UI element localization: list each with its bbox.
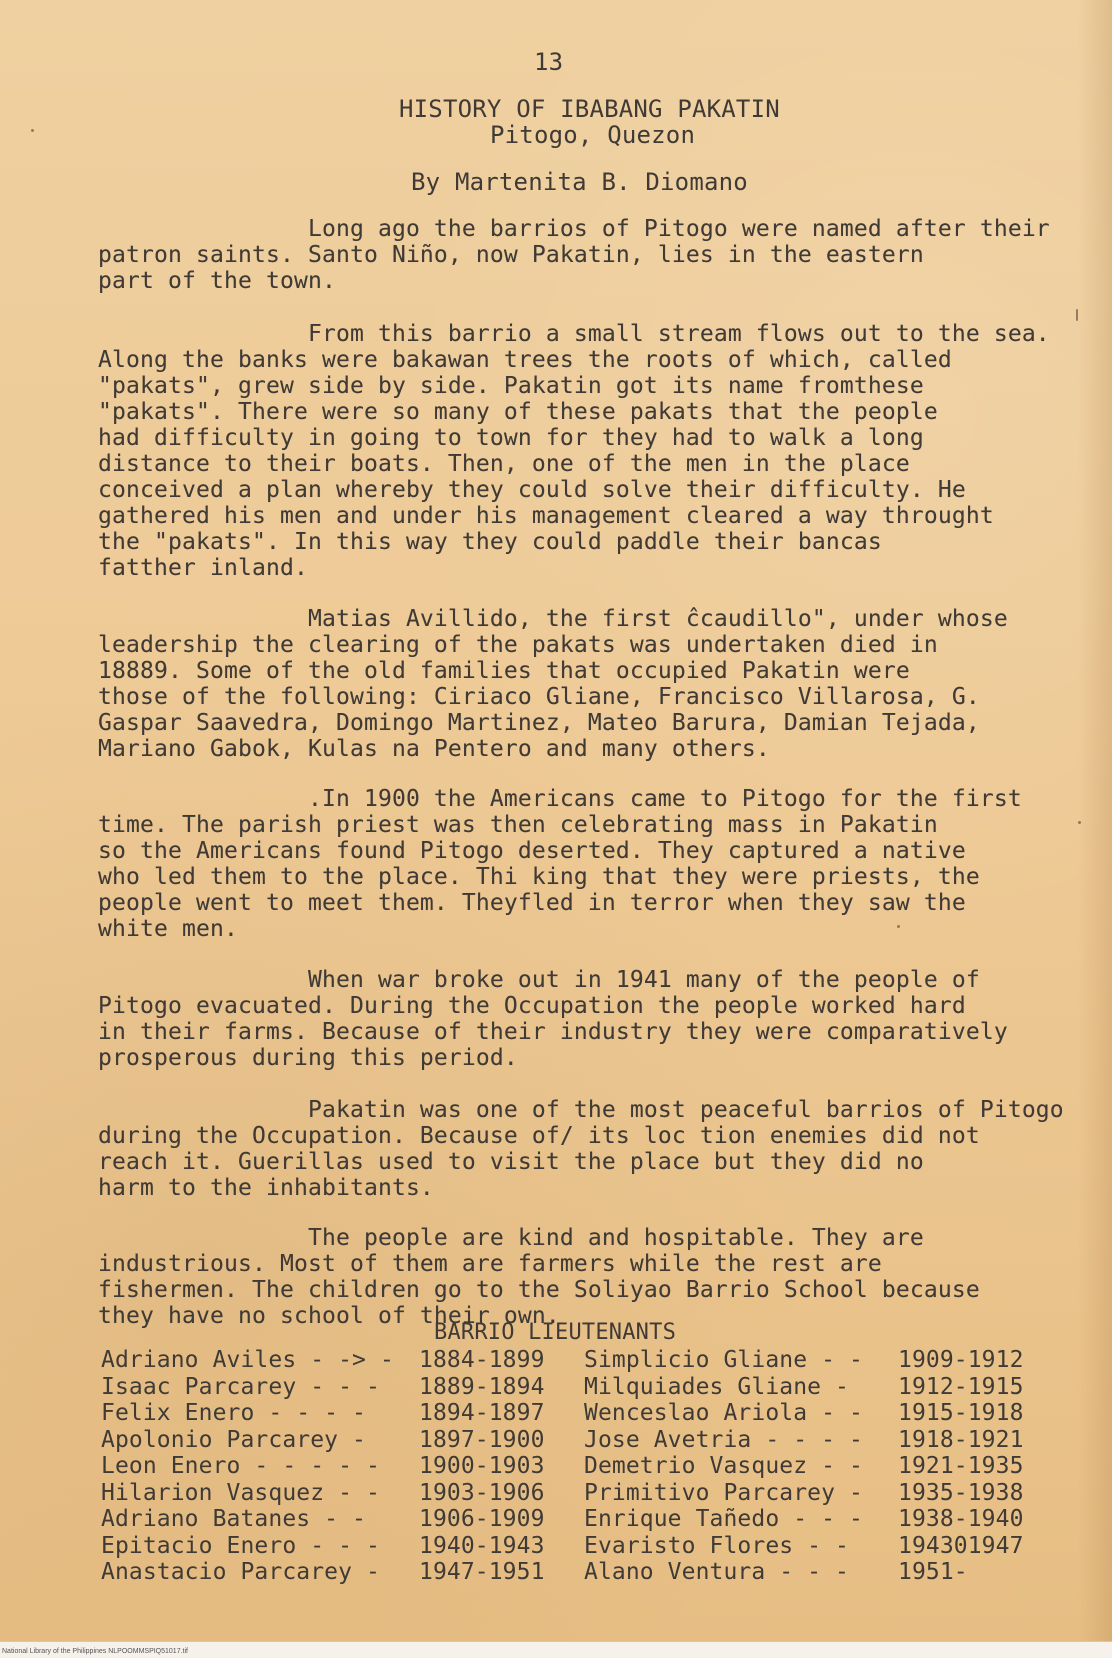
paragraph-2: From this barrio a small stream flows out to the sea. Along the banks were bakawan trees the roots of which, called "pakats", grew side by side. Pakatin got its name fromthese "pakats". There were so many of these pakats that the people had difficulty in going to town for they had to walk a long distance to their boats. Then, one of the men in the place conceived a plan whereby they could solve their difficulty. He gathered his men and under his management cleared a way throught the "pakats". In this way they could paddle their bancas fatther inland.	[98, 321, 1050, 581]
lieutenant-name: Apolonio Parcarey -	[101, 1426, 366, 1453]
lieutenant-name: Felix Enero - - - -	[101, 1400, 366, 1426]
author-line: By Martenita B. Diomano	[411, 168, 748, 196]
paragraph-6: Pakatin was one of the most peaceful barrios of Pitogo during the Occupation. Because of/ its loc tion enemies did not reach it. Guerillas used to visit the place but they did no harm to the inhabitants.	[98, 1097, 1064, 1201]
scan-footer-text: National Library of the Philippines NLPOOMMSPIQ51017.tif	[2, 1648, 188, 1655]
lieutenant-years: 1884-1899	[419, 1347, 545, 1373]
lieutenant-name: Hilarion Vasquez - -	[101, 1479, 380, 1506]
paper-mark	[1076, 309, 1078, 321]
lieutenant-name: Leon Enero - - - - -	[101, 1453, 380, 1479]
lieutenant-years: 1947-1951	[419, 1559, 545, 1585]
lieutenant-name: Enrique Tañedo - - -	[584, 1506, 863, 1532]
paragraph-4: .In 1900 the Americans came to Pitogo for the first time. The parish priest was then celebrating mass in Pakatin so the Americans found Pitogo deserted. They captured a native who led them to the place. Thi king that they were priests, the people went to meet them. Theyfled in terror when they saw the white men.	[98, 786, 1022, 942]
lieutenant-name: Adriano Aviles - -> -	[101, 1347, 394, 1373]
document-subtitle: Pitogo, Quezon	[490, 121, 696, 149]
lieutenant-name: Simplicio Gliane - -	[584, 1347, 863, 1373]
lieutenant-years: 1918-1921	[898, 1426, 1024, 1453]
lieutenants-heading: BARRIO LIEUTENANTS	[434, 1320, 677, 1345]
lieutenant-name: Jose Avetria - - - -	[584, 1426, 863, 1453]
lieutenant-years: 1909-1912	[898, 1347, 1024, 1373]
lieutenant-years: 1894-1897	[419, 1400, 545, 1426]
paper-speck	[897, 925, 900, 928]
lieutenant-years: 1897-1900	[419, 1426, 545, 1453]
lieutenant-years: 1951-	[898, 1559, 968, 1585]
paragraph-5: When war broke out in 1941 many of the people of Pitogo evacuated. During the Occupation the people worked hard in their farms. Because of their industry they were comparatively prosperous during this period.	[98, 967, 1008, 1071]
document-title: HISTORY OF IBABANG PAKATIN	[399, 95, 780, 123]
lieutenant-years: 1912-1915	[898, 1373, 1024, 1400]
paper-speck	[1078, 821, 1081, 824]
paragraph-1: Long ago the barrios of Pitogo were named after their patron saints. Santo Niño, now Pakatin, lies in the eastern part of the town.	[98, 216, 1050, 294]
lieutenant-name: Primitivo Parcarey -	[584, 1479, 863, 1506]
lieutenant-name: Milquiades Gliane -	[584, 1373, 849, 1400]
lieutenant-years: 1900-1903	[419, 1453, 545, 1479]
page-edge-shadow	[1078, 0, 1112, 1658]
lieutenant-name: Adriano Batanes - -	[101, 1506, 366, 1532]
lieutenant-name: Evaristo Flores - -	[584, 1532, 849, 1559]
lieutenant-years: 194301947	[898, 1532, 1024, 1559]
lieutenant-years: 1906-1909	[419, 1506, 545, 1532]
paragraph-3: Matias Avillido, the first ĉcaudillo", under whose leadership the clearing of the pakats was undertaken died in 18889. Some of the old families that occupied Pakatin were those of the following: Ciriaco Gliane, Francisco Villarosa, G. Gaspar Saavedra, Domingo Martinez, Mateo Barura, Damian Tejada, Mariano Gabok, Kulas na Pentero and many others.	[98, 606, 1008, 762]
lieutenant-name: Anastacio Parcarey -	[101, 1559, 380, 1585]
lieutenant-name: Alano Ventura - - -	[584, 1559, 849, 1585]
lieutenant-years: 1921-1935	[898, 1453, 1024, 1479]
lieutenant-years: 1938-1940	[898, 1506, 1024, 1532]
paper-speck	[31, 129, 34, 132]
page-number: 13	[534, 48, 564, 76]
paragraph-7: The people are kind and hospitable. They are industrious. Most of them are farmers while the rest are fishermen. The children go to the Soliyao Barrio School because they have no school of their own.	[98, 1225, 980, 1329]
lieutenant-years: 1915-1918	[898, 1400, 1024, 1426]
lieutenant-name: Demetrio Vasquez - -	[584, 1453, 863, 1479]
lieutenant-years: 1903-1906	[419, 1479, 545, 1506]
lieutenant-years: 1935-1938	[898, 1479, 1024, 1506]
lieutenant-name: Isaac Parcarey - - -	[101, 1373, 380, 1400]
lieutenant-name: Epitacio Enero - - -	[101, 1532, 380, 1559]
lieutenant-name: Wenceslao Ariola - -	[584, 1400, 863, 1426]
lieutenant-years: 1940-1943	[419, 1532, 545, 1559]
scan-footer-strip	[0, 1641, 1112, 1658]
lieutenant-years: 1889-1894	[419, 1373, 545, 1400]
